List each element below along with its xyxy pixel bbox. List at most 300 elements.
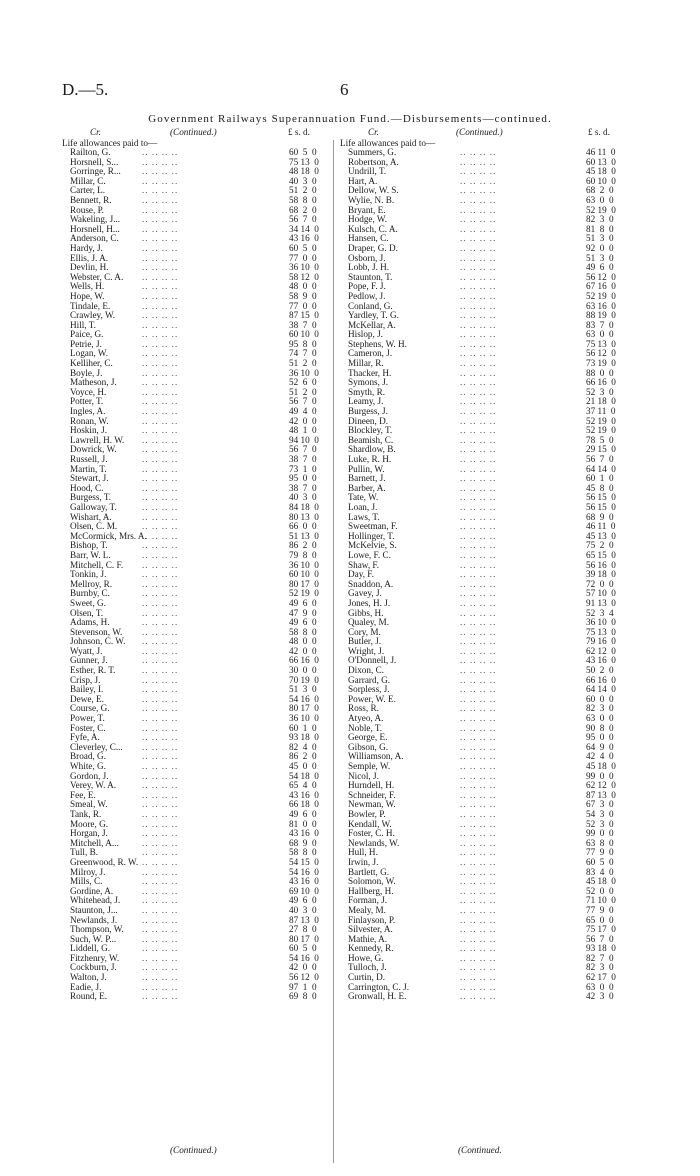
allowance-amount: 49 6 0 xyxy=(289,895,317,906)
leader-dots: .. .. .. .. xyxy=(460,703,497,714)
leader-dots: .. .. .. .. xyxy=(460,933,497,944)
payee-name: Irwin, J. xyxy=(348,856,379,867)
leader-dots: .. .. .. .. xyxy=(142,885,179,896)
leader-dots: .. .. .. .. xyxy=(460,799,497,810)
leader-dots: .. .. .. .. xyxy=(460,406,497,417)
payee-name: Burnby, C. xyxy=(70,588,110,599)
leader-dots: .. .. .. .. xyxy=(460,713,497,724)
payee-name: Garrard, G. xyxy=(348,674,391,685)
payee-name: Howe, G. xyxy=(348,952,384,963)
payee-name: Fyfe, A. xyxy=(70,732,100,743)
allowance-amount: 60 10 0 xyxy=(586,175,616,186)
leader-dots: .. .. .. .. xyxy=(460,722,497,733)
leader-dots: .. .. .. .. xyxy=(460,204,497,215)
allowance-amount: 75 13 0 xyxy=(586,626,616,637)
allowance-amount: 63 0 0 xyxy=(586,194,614,205)
allowance-amount: 38 7 0 xyxy=(289,454,317,464)
allowance-amount: 88 19 0 xyxy=(586,310,616,321)
allowance-amount: 56 12 0 xyxy=(289,972,319,983)
allowance-amount: 51 3 0 xyxy=(289,684,317,695)
allowance-amount: 56 7 0 xyxy=(289,396,317,407)
allowance-amount: 70 19 0 xyxy=(289,674,319,685)
allowance-amount: 75 13 0 xyxy=(289,156,319,167)
payee-name: Cameron, J. xyxy=(348,348,393,359)
allowance-amount: 65 4 0 xyxy=(289,780,317,791)
payee-name: Kulsch, C. A. xyxy=(348,223,398,234)
payee-name: Horgan, J. xyxy=(70,828,108,839)
leader-dots: .. .. .. .. xyxy=(460,434,497,445)
payee-name: Schneider, F. xyxy=(348,789,396,800)
allowance-amount: 75 2 0 xyxy=(586,540,614,551)
allowance-amount: 64 9 0 xyxy=(586,741,614,752)
allowance-amount: 49 6 0 xyxy=(289,597,317,608)
allowance-amount: 21 18 0 xyxy=(586,396,616,407)
leader-dots: .. .. .. .. xyxy=(142,185,179,196)
payee-name: Stewart, J. xyxy=(70,473,109,484)
payee-name: Liddell, G. xyxy=(70,943,111,954)
payee-name: Gibbs, H. xyxy=(348,607,384,618)
allowance-amount: 60 10 0 xyxy=(289,569,319,580)
allowance-amount: 36 10 0 xyxy=(289,367,319,378)
payee-name: Barr, W. L. xyxy=(70,549,111,560)
allowance-amount: 65 0 0 xyxy=(586,914,614,925)
leader-dots: .. .. .. .. xyxy=(142,463,179,474)
allowance-amount: 68 2 0 xyxy=(586,185,614,196)
leader-dots: .. .. .. .. xyxy=(460,377,497,388)
leader-dots: .. .. .. .. xyxy=(460,578,497,589)
allowance-amount: 56 12 0 xyxy=(586,348,616,359)
payee-name: Barber, A. xyxy=(348,482,386,493)
allowance-amount: 57 10 0 xyxy=(586,588,616,599)
leader-dots: .. .. .. .. xyxy=(460,415,497,426)
leader-dots: .. .. .. .. xyxy=(460,271,497,282)
payee-name: Devlin, H. xyxy=(70,262,109,273)
allowance-amount: 58 12 0 xyxy=(289,271,319,282)
allowance-amount: 45 18 0 xyxy=(586,166,616,177)
leader-dots: .. .. .. .. xyxy=(142,194,179,205)
allowance-amount: 51 3 0 xyxy=(586,233,614,244)
leader-dots: .. .. .. .. xyxy=(460,914,497,925)
payee-name: Dineen, D. xyxy=(348,415,389,426)
leader-dots: .. .. .. .. xyxy=(460,559,497,570)
allowance-amount: 63 16 0 xyxy=(586,300,616,311)
payee-name: Horsnell, H... xyxy=(70,223,120,234)
leader-dots: .. .. .. .. xyxy=(460,396,497,407)
leader-dots: .. .. .. .. xyxy=(460,981,497,992)
leader-dots: .. .. .. .. xyxy=(142,713,179,724)
leader-dots: .. .. .. .. xyxy=(460,588,497,599)
payee-name: Tonkin, J. xyxy=(70,569,107,580)
payee-name: Curtin, D. xyxy=(348,972,386,983)
payee-name: Williamson, A. xyxy=(348,751,404,762)
payee-name: Crawley, W. xyxy=(70,310,116,321)
leader-dots: .. .. .. .. xyxy=(142,396,179,407)
payee-name: George, E. xyxy=(348,732,388,743)
payee-name: Anderson, C. xyxy=(70,233,119,244)
leader-dots: .. .. .. .. xyxy=(142,358,179,369)
payee-name: Hansen, C. xyxy=(348,233,389,244)
payee-name: Bennett, R. xyxy=(70,194,112,205)
allowance-amount: 83 7 0 xyxy=(586,319,614,330)
allowance-amount: 99 0 0 xyxy=(586,828,614,839)
leader-dots: .. .. .. .. xyxy=(460,185,497,196)
leader-dots: .. .. .. .. xyxy=(460,166,497,177)
allowance-amount: 49 6 0 xyxy=(586,262,614,273)
allowance-amount: 45 18 0 xyxy=(586,876,616,887)
allowance-amount: 79 16 0 xyxy=(586,636,616,647)
leader-dots: .. .. .. .. xyxy=(460,645,497,656)
leader-dots: .. .. .. .. xyxy=(460,665,497,676)
leader-dots: .. .. .. .. xyxy=(142,147,179,157)
payee-name: Ingles, A. xyxy=(70,406,106,417)
allowance-amount: 34 14 0 xyxy=(289,223,319,234)
allowance-amount: 77 9 0 xyxy=(586,904,614,915)
allowance-amount: 60 0 0 xyxy=(586,693,614,704)
leader-dots: .. .. .. .. xyxy=(142,981,179,992)
leader-dots: .. .. .. .. xyxy=(460,617,497,628)
allowance-amount: 58 8 0 xyxy=(289,626,317,637)
allowance-amount: 77 0 0 xyxy=(289,300,317,311)
payee-name: Galloway, T. xyxy=(70,501,117,512)
allowance-amount: 50 2 0 xyxy=(586,665,614,676)
allowance-amount: 87 13 0 xyxy=(586,789,616,800)
payee-name: Stephens, W. H. xyxy=(348,338,407,349)
leader-dots: .. .. .. .. xyxy=(142,367,179,378)
payee-name: O'Donnell, J. xyxy=(348,655,397,666)
allowance-amount: 66 16 0 xyxy=(289,655,319,666)
leader-dots: .. .. .. .. xyxy=(460,866,497,877)
leader-dots: .. .. .. .. xyxy=(460,626,497,637)
allowance-amount: 92 0 0 xyxy=(586,242,614,253)
allowance-amount: 86 2 0 xyxy=(289,751,317,762)
right-continued-footer: (Continued. xyxy=(458,1145,502,1155)
leader-dots: .. .. .. .. xyxy=(142,866,179,877)
payee-name: Tank, R. xyxy=(70,808,102,819)
allowance-amount: 90 8 0 xyxy=(586,722,614,733)
payee-name: Bryant, E. xyxy=(348,204,386,215)
leader-dots: .. .. .. .. xyxy=(460,780,497,791)
payee-name: Laws, T. xyxy=(348,511,380,522)
payee-name: Olsen, C. M. xyxy=(70,521,118,532)
payee-name: Horsnell, S... xyxy=(70,156,119,167)
leader-dots: .. .. .. .. xyxy=(460,732,497,743)
leader-dots: .. .. .. .. xyxy=(460,348,497,359)
leader-dots: .. .. .. .. xyxy=(142,808,179,819)
payee-name: Moore, G. xyxy=(70,818,109,829)
right-cr-label: Cr. xyxy=(368,127,379,137)
payee-name: Hood, C. xyxy=(70,482,104,493)
allowance-amount: 93 18 0 xyxy=(289,732,319,743)
leader-dots: .. .. .. .. xyxy=(460,770,497,781)
payee-name: Power, T. xyxy=(70,713,105,724)
payee-name: Potter, T. xyxy=(70,396,104,407)
leader-dots: .. .. .. .. xyxy=(142,588,179,599)
leader-dots: .. .. .. .. xyxy=(460,684,497,695)
allowance-amount: 40 3 0 xyxy=(289,492,317,503)
leader-dots: .. .. .. .. xyxy=(142,310,179,321)
allowance-amount: 38 7 0 xyxy=(289,482,317,493)
leader-dots: .. .. .. .. xyxy=(142,933,179,944)
allowance-amount: 42 3 0 xyxy=(586,991,614,1002)
payee-name: Summers, G. xyxy=(348,147,397,157)
allowance-amount: 47 9 0 xyxy=(289,607,317,618)
allowance-amount: 67 16 0 xyxy=(586,281,616,292)
payee-name: Gordon, J. xyxy=(70,770,109,781)
allowance-amount: 45 8 0 xyxy=(586,482,614,493)
allowance-amount: 66 16 0 xyxy=(586,377,616,388)
payee-name: Cockburn, J. xyxy=(70,962,117,973)
payee-name: Semple, W. xyxy=(348,761,391,771)
payee-name: Stevenson, W. xyxy=(70,626,123,637)
allowance-amount: 51 3 0 xyxy=(586,252,614,263)
leader-dots: .. .. .. .. xyxy=(460,655,497,666)
payee-name: Smeal, W. xyxy=(70,799,108,810)
leader-dots: .. .. .. .. xyxy=(460,962,497,973)
payee-name: Wishart, A. xyxy=(70,511,112,522)
left-lsd-header: £ s. d. xyxy=(288,127,310,137)
column-divider xyxy=(333,140,334,1163)
payee-name: Hislop, J. xyxy=(348,329,383,340)
allowance-amount: 64 14 0 xyxy=(586,463,616,474)
leader-dots: .. .. .. .. xyxy=(142,703,179,714)
leader-dots: .. .. .. .. xyxy=(142,780,179,791)
payee-name: Gunner, J. xyxy=(70,655,108,666)
allowance-amount: 56 7 0 xyxy=(586,933,614,944)
payee-name: Newman, W. xyxy=(348,799,396,810)
payee-name: Power, W. E. xyxy=(348,693,396,704)
payee-name: Wright, J. xyxy=(348,645,385,656)
payee-name: McKelvie, S. xyxy=(348,540,397,551)
leader-dots: .. .. .. .. xyxy=(460,444,497,455)
allowance-amount: 63 0 0 xyxy=(586,981,614,992)
leader-dots: .. .. .. .. xyxy=(142,751,179,762)
leader-dots: .. .. .. .. xyxy=(142,799,179,810)
leader-dots: .. .. .. .. xyxy=(142,674,179,685)
allowance-amount: 79 8 0 xyxy=(289,549,317,560)
leader-dots: .. .. .. .. xyxy=(460,147,497,157)
allowance-amount: 56 7 0 xyxy=(289,444,317,455)
leader-dots: .. .. .. .. xyxy=(460,319,497,330)
leader-dots: .. .. .. .. xyxy=(142,175,179,186)
leader-dots: .. .. .. .. xyxy=(460,837,497,848)
allowance-amount: 60 1 0 xyxy=(289,722,317,733)
right-allowance-list xyxy=(340,148,630,1002)
leader-dots: .. .. .. .. xyxy=(460,156,497,167)
allowance-amount: 65 15 0 xyxy=(586,549,616,560)
payee-name: Course, G. xyxy=(70,703,110,714)
payee-name: Mitchell, C. F. xyxy=(70,559,124,570)
allowance-amount: 56 16 0 xyxy=(586,559,616,570)
leader-dots: .. .. .. .. xyxy=(460,425,497,436)
leader-dots: .. .. .. .. xyxy=(142,943,179,954)
payee-name: Loan, J. xyxy=(348,501,378,512)
allowance-amount: 80 13 0 xyxy=(289,511,319,522)
payee-name: Whitehead, J. xyxy=(70,895,121,906)
leader-dots: .. .. .. .. xyxy=(460,329,497,340)
leader-dots: .. .. .. .. xyxy=(460,367,497,378)
allowance-amount: 58 9 0 xyxy=(289,290,317,301)
payee-name: Fee, E. xyxy=(70,789,96,800)
payee-name: Mitchell, A... xyxy=(70,837,119,848)
leader-dots: .. .. .. .. xyxy=(460,386,497,397)
allowance-amount: 56 15 0 xyxy=(586,501,616,512)
allowance-amount: 43 16 0 xyxy=(586,655,616,666)
leader-dots: .. .. .. .. xyxy=(142,454,179,464)
payee-name: Dewe, E. xyxy=(70,693,104,704)
payee-name: Round, E. xyxy=(70,991,108,1002)
payee-name: Gronwall, H. E. xyxy=(348,991,407,1002)
payee-name: Hart, A. xyxy=(348,175,378,186)
payee-name: Sweetman, F. xyxy=(348,521,398,532)
allowance-amount: 62 17 0 xyxy=(586,972,616,983)
allowance-amount: 97 1 0 xyxy=(289,981,317,992)
leader-dots: .. .. .. .. xyxy=(142,770,179,781)
leader-dots: .. .. .. .. xyxy=(142,406,179,417)
allowance-amount: 46 11 0 xyxy=(586,521,616,532)
allowance-amount: 42 0 0 xyxy=(289,962,317,973)
payee-name: Barnett, J. xyxy=(348,473,386,484)
leader-dots: .. .. .. .. xyxy=(142,904,179,915)
allowance-amount: 49 6 0 xyxy=(289,617,317,628)
allowance-amount: 45 0 0 xyxy=(289,761,317,771)
allowance-amount: 63 0 0 xyxy=(586,713,614,724)
payee-name: Martin, T. xyxy=(70,463,107,474)
payee-name: Gordine, A. xyxy=(70,885,114,896)
payee-name: Lowe, F. C. xyxy=(348,549,391,560)
payee-name: Bailey, I. xyxy=(70,684,104,695)
allowance-amount: 27 8 0 xyxy=(289,924,317,935)
payee-name: Hoskin, J. xyxy=(70,425,108,436)
allowance-amount: 73 1 0 xyxy=(289,463,317,474)
leader-dots: .. .. .. .. xyxy=(142,444,179,455)
allowance-amount: 75 13 0 xyxy=(586,338,616,349)
payee-name: Esther, R. T. xyxy=(70,665,116,676)
leader-dots: .. .. .. .. xyxy=(142,511,179,522)
payee-name: Lobb, J. H. xyxy=(348,262,390,273)
payee-name: Burgess, T. xyxy=(70,492,112,503)
leader-dots: .. .. .. .. xyxy=(142,338,179,349)
leader-dots: .. .. .. .. xyxy=(142,952,179,963)
payee-name: Osborn, J. xyxy=(348,252,386,263)
payee-name: Hurndell, H. xyxy=(348,780,395,791)
allowance-amount: 66 18 0 xyxy=(289,799,319,810)
allowance-amount: 40 3 0 xyxy=(289,175,317,186)
allowance-amount: 68 9 0 xyxy=(289,837,317,848)
leader-dots: .. .. .. .. xyxy=(142,348,179,359)
leader-dots: .. .. .. .. xyxy=(460,463,497,474)
leader-dots: .. .. .. .. xyxy=(460,300,497,311)
allowance-amount: 52 19 0 xyxy=(586,290,616,301)
payee-name: Voyce, H. xyxy=(70,386,107,397)
leader-dots: .. .. .. .. xyxy=(460,607,497,618)
payee-name: Beamish, C. xyxy=(348,434,394,445)
payee-name: Ellis, J. A. xyxy=(70,252,109,263)
payee-name: Hill, T. xyxy=(70,319,96,330)
leader-dots: .. .. .. .. xyxy=(142,530,179,541)
leader-dots: .. .. .. .. xyxy=(142,473,179,484)
leader-dots: .. .. .. .. xyxy=(142,166,179,177)
leader-dots: .. .. .. .. xyxy=(142,578,179,589)
payee-name: White, G. xyxy=(70,761,106,771)
payee-name: Sweet, G. xyxy=(70,597,106,608)
left-continued-footer: (Continued.) xyxy=(170,1145,217,1155)
leader-dots: .. .. .. .. xyxy=(460,252,497,263)
payee-name: Hallberg, H. xyxy=(348,885,394,896)
allowance-amount: 52 19 0 xyxy=(586,204,616,215)
payee-name: Hodge, W. xyxy=(348,214,388,225)
payee-name: Paice, G. xyxy=(70,329,104,340)
allowance-amount: 52 6 0 xyxy=(289,377,317,388)
leader-dots: .. .. .. .. xyxy=(460,904,497,915)
payee-name: Yardley, T. G. xyxy=(348,310,399,321)
leader-dots: .. .. .. .. xyxy=(142,626,179,637)
leader-dots: .. .. .. .. xyxy=(142,607,179,618)
leader-dots: .. .. .. .. xyxy=(142,521,179,532)
payee-name: Pope, F. J. xyxy=(348,281,386,292)
leader-dots: .. .. .. .. xyxy=(142,329,179,340)
leader-dots: .. .. .. .. xyxy=(142,684,179,695)
payee-name: Newlands, W. xyxy=(348,837,400,848)
payee-name: Millar, C. xyxy=(70,175,106,186)
leader-dots: .. .. .. .. xyxy=(142,895,179,906)
allowance-amount: 87 13 0 xyxy=(289,914,319,925)
payee-name: Such, W. P... xyxy=(70,933,117,944)
allowance-amount: 77 0 0 xyxy=(289,252,317,263)
allowance-amount: 88 0 0 xyxy=(586,367,614,378)
allowance-amount: 51 2 0 xyxy=(289,386,317,397)
allowance-amount: 69 10 0 xyxy=(289,885,319,896)
leader-dots: .. .. .. .. xyxy=(142,425,179,436)
allowance-amount: 42 0 0 xyxy=(289,645,317,656)
leader-dots: .. .. .. .. xyxy=(460,454,497,464)
payee-name: Gibson, G. xyxy=(348,741,389,752)
leader-dots: .. .. .. .. xyxy=(142,386,179,397)
allowance-amount: 82 3 0 xyxy=(586,962,614,973)
allowance-amount: 82 4 0 xyxy=(289,741,317,752)
leader-dots: .. .. .. .. xyxy=(142,319,179,330)
payee-name: Nicol, J. xyxy=(348,770,379,781)
payee-name: Fitzhenry, W. xyxy=(70,952,120,963)
allowance-row xyxy=(340,992,630,1002)
leader-dots: .. .. .. .. xyxy=(460,242,497,253)
allowance-amount: 42 4 0 xyxy=(586,751,614,762)
payee-name: Bartlett, G. xyxy=(348,866,390,877)
payee-name: Noble, T. xyxy=(348,722,383,733)
leader-dots: .. .. .. .. xyxy=(142,914,179,925)
leader-dots: .. .. .. .. xyxy=(460,194,497,205)
leader-dots: .. .. .. .. xyxy=(142,636,179,647)
leader-dots: .. .. .. .. xyxy=(460,597,497,608)
left-column xyxy=(62,127,328,1002)
allowance-amount: 29 15 0 xyxy=(586,444,616,455)
leader-dots: .. .. .. .. xyxy=(142,732,179,743)
allowance-amount: 58 8 0 xyxy=(289,194,317,205)
payee-name: Lawrell, H. W. xyxy=(70,434,125,445)
payee-name: Wells, H. xyxy=(70,281,105,292)
payee-name: Greenwood, R. W. xyxy=(70,856,139,867)
leader-dots: .. .. .. .. xyxy=(460,214,497,225)
allowance-amount: 43 16 0 xyxy=(289,789,319,800)
leader-dots: .. .. .. .. xyxy=(460,885,497,896)
payee-name: Crisp, J. xyxy=(70,674,101,685)
allowance-amount: 45 18 0 xyxy=(586,761,616,771)
leader-dots: .. .. .. .. xyxy=(142,847,179,858)
allowance-amount: 77 9 0 xyxy=(586,847,614,858)
allowance-amount: 54 3 0 xyxy=(586,808,614,819)
allowance-amount: 94 10 0 xyxy=(289,434,319,445)
payee-name: Staunton, T. xyxy=(348,271,393,282)
allowance-amount: 49 4 0 xyxy=(289,406,317,417)
